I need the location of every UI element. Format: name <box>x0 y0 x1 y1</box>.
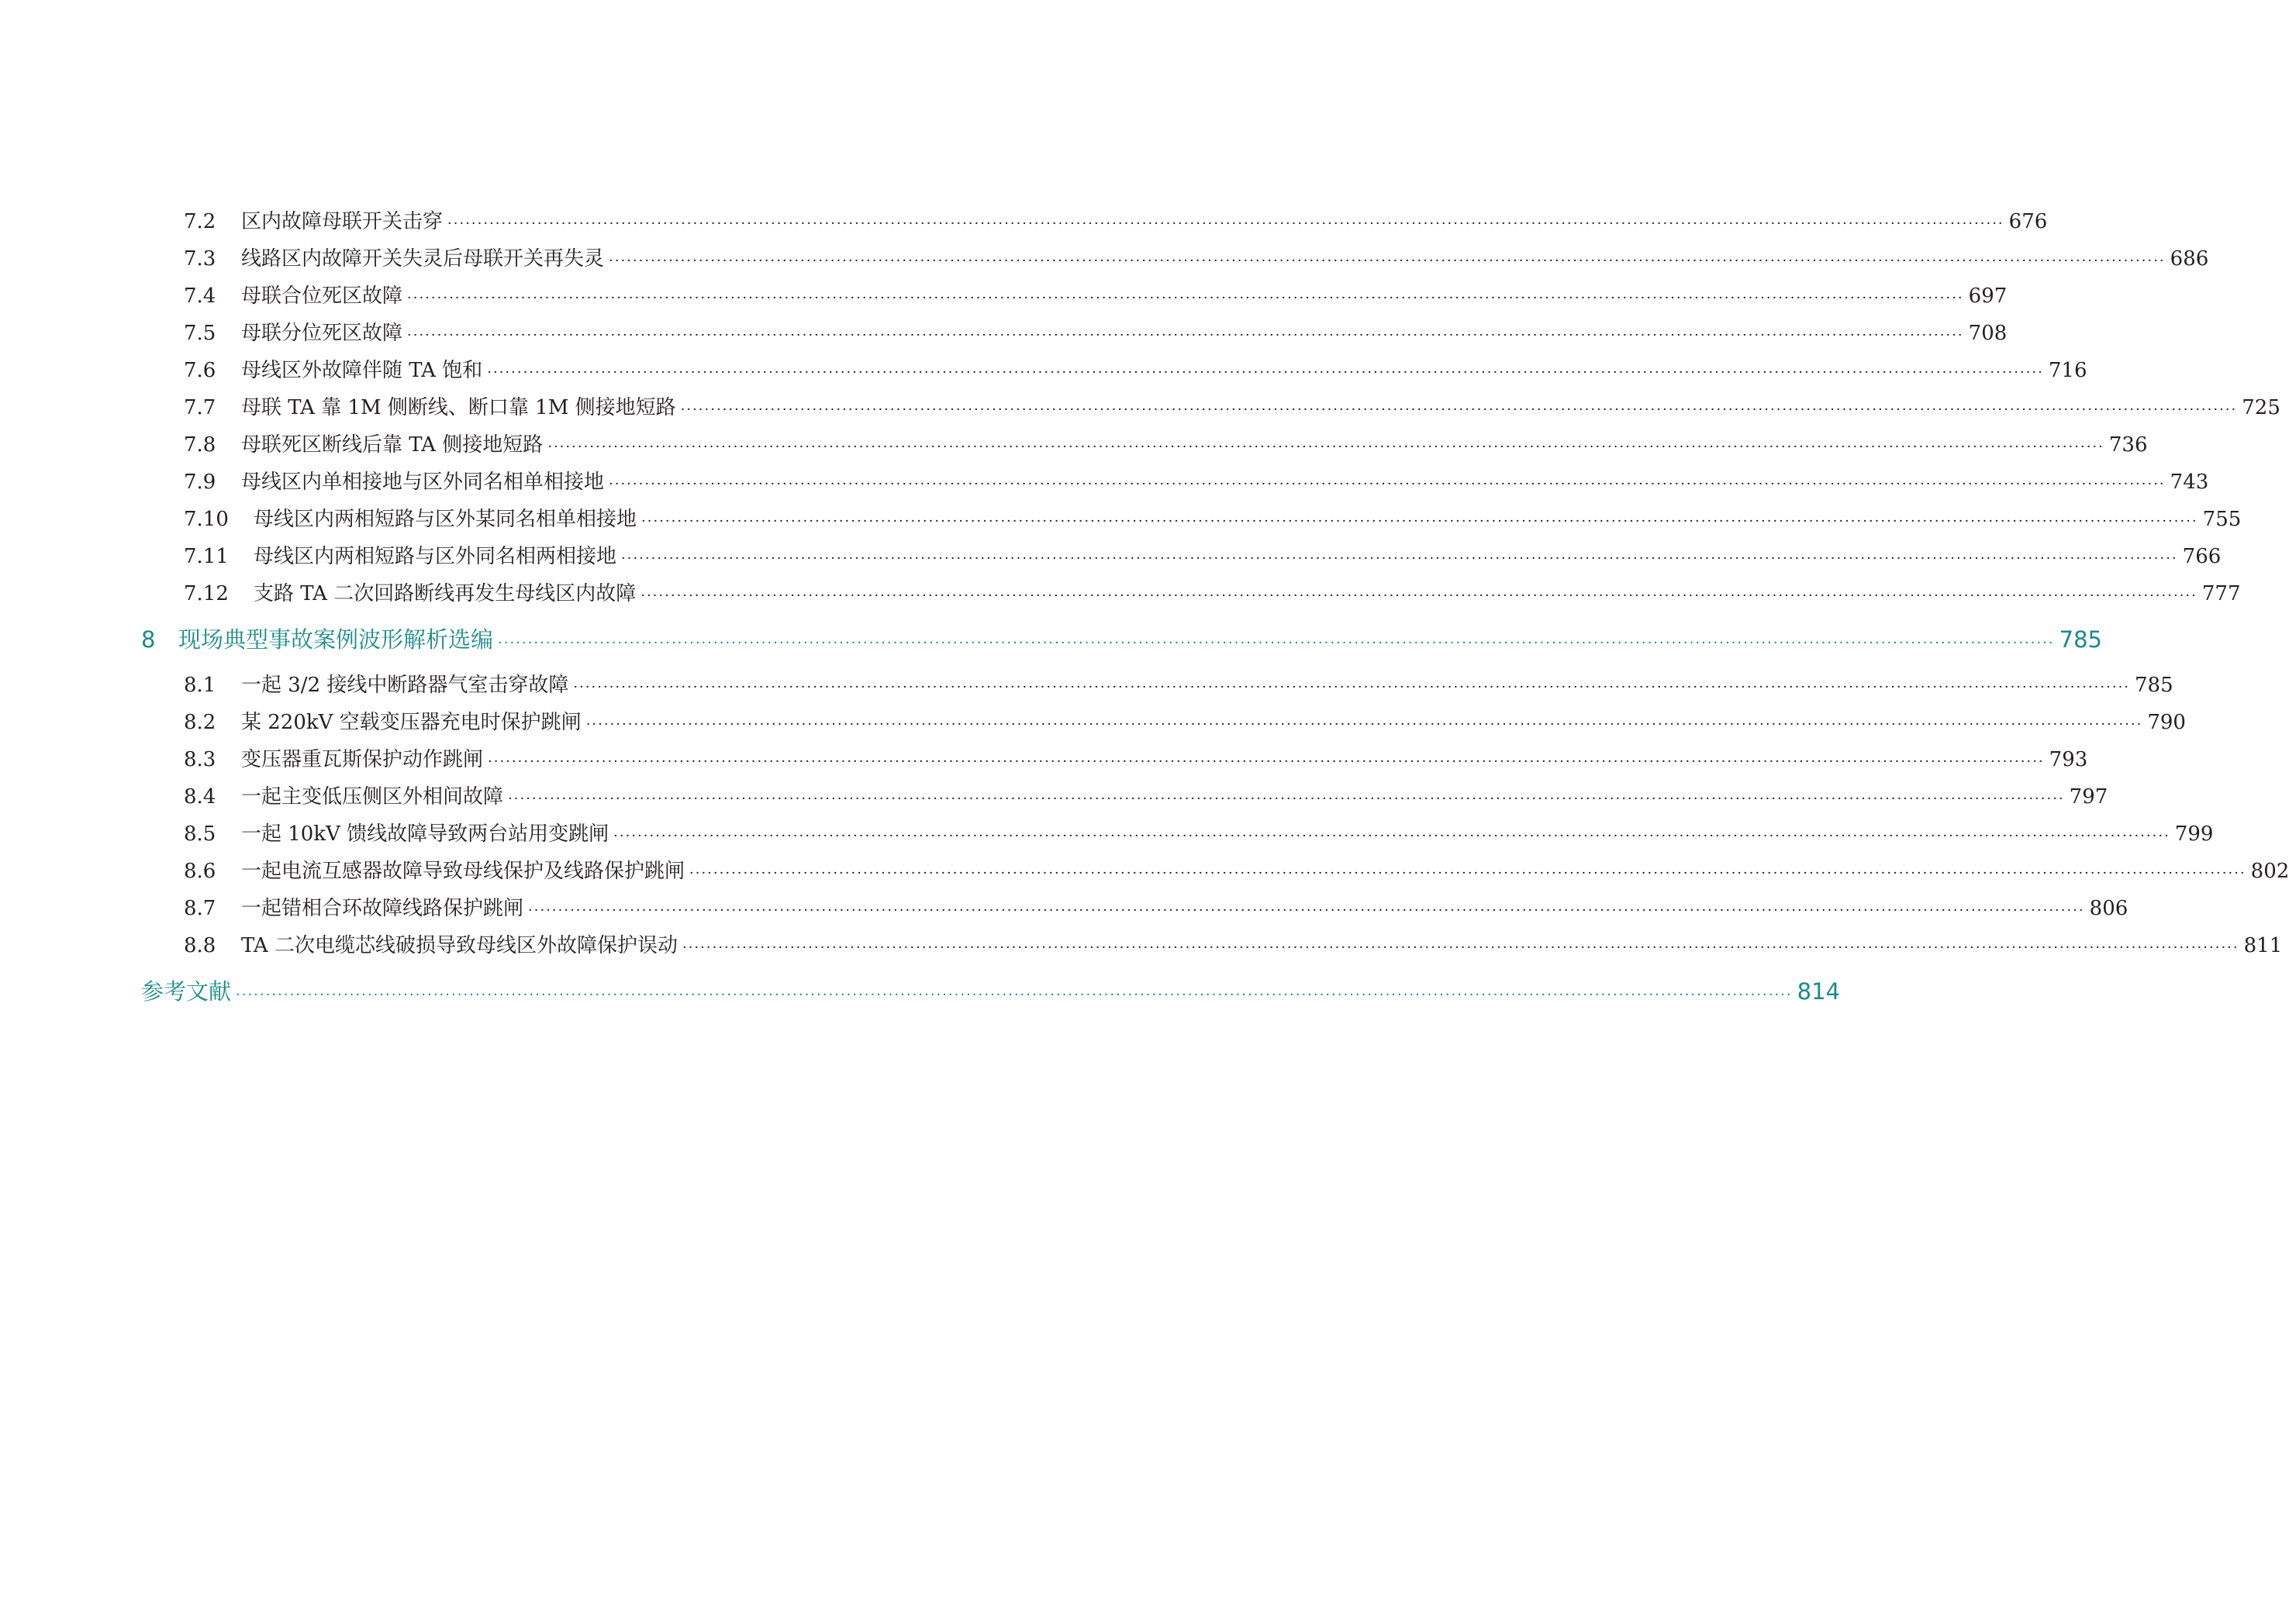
entry-title: 母联死区断线后靠 TA 侧接地短路 <box>241 433 544 457</box>
toc-section-entry <box>141 890 2128 927</box>
entry-page-number: 676 <box>2008 210 2048 233</box>
entry-number: 8.4 <box>184 785 216 809</box>
toc-section-entry <box>141 853 2289 890</box>
entry-page-number: 797 <box>2069 785 2108 809</box>
entry-number: 7.2 <box>184 210 216 233</box>
toc-section-entry <box>141 501 2242 538</box>
dot-leader: ···································································································································································································································································· <box>407 290 1964 306</box>
toc-section-entry <box>141 927 2283 964</box>
entry-number: 8.6 <box>184 860 216 883</box>
toc-section-entry <box>141 352 2087 389</box>
entry-title: 某 220kV 空载变压器充电时保护跳闸 <box>241 711 582 734</box>
entry-number: 8 <box>141 626 156 653</box>
entry-page-number: 708 <box>1968 322 2008 345</box>
entry-title: 母线区内两相短路与区外同名相两相接地 <box>254 545 617 568</box>
toc-section-entry <box>141 778 2108 815</box>
toc-chapter-entry <box>141 617 2103 662</box>
dot-leader: ···································································································································································································································································· <box>498 635 2055 651</box>
table-of-contents <box>141 203 2289 1019</box>
toc-section-entry <box>141 575 2241 612</box>
toc-section-entry <box>141 426 2148 464</box>
dot-leader: ···································································································································································································································································· <box>547 439 2104 455</box>
entry-number: 7.5 <box>184 322 216 345</box>
entry-page-number: 793 <box>2049 748 2088 771</box>
dot-leader: ···································································································································································································································································· <box>508 791 2065 807</box>
dot-leader: ···································································································································································································································································· <box>682 940 2239 956</box>
dot-leader: ···································································································································································································································································· <box>609 253 2166 269</box>
entry-page-number: 806 <box>2089 897 2128 920</box>
entry-page-number: 777 <box>2201 582 2241 605</box>
entry-page-number: 755 <box>2202 508 2242 531</box>
entry-page-number: 814 <box>1797 978 1841 1005</box>
entry-page-number: 716 <box>2048 359 2087 382</box>
entry-title: 母联合位死区故障 <box>241 284 403 308</box>
entry-page-number: 725 <box>2242 396 2280 419</box>
toc-section-entry <box>141 538 2222 575</box>
entry-title: 母线区外故障伴随 TA 饱和 <box>241 359 483 382</box>
entry-title: 母联分位死区故障 <box>241 322 403 345</box>
entry-title: TA 二次电缆芯线破损导致母线区外故障保护误动 <box>241 934 678 957</box>
dot-leader: ···································································································································································································································································· <box>640 588 2198 604</box>
toc-section-entry <box>141 704 2186 741</box>
entry-number: 8.1 <box>184 674 216 697</box>
entry-number: 7.12 <box>184 582 229 605</box>
entry-title: 一起电流互感器故障导致母线保护及线路保护跳闸 <box>241 860 685 883</box>
toc-chapter-entry <box>141 969 1841 1014</box>
entry-title: 现场典型事故案例波形解析选编 <box>178 626 494 653</box>
entry-page-number: 785 <box>2059 626 2103 653</box>
dot-leader: ···································································································································································································································································· <box>447 215 2004 232</box>
dot-leader: ···································································································································································································································································· <box>528 902 2085 919</box>
dot-leader: ···································································································································································································································································· <box>407 327 1964 343</box>
entry-title: 一起错相合环故障线路保护跳闸 <box>241 897 524 920</box>
entry-number: 8.7 <box>184 897 216 920</box>
toc-section-entry <box>141 464 2209 501</box>
entry-page-number: 799 <box>2174 822 2214 846</box>
dot-leader: ···································································································································································································································································· <box>613 828 2170 844</box>
entry-page-number: 743 <box>2170 471 2209 494</box>
dot-leader: ···································································································································································································································································· <box>487 364 2044 381</box>
entry-number: 7.10 <box>184 508 229 531</box>
entry-number: 8.3 <box>184 748 216 771</box>
toc-section-entry <box>141 240 2209 278</box>
entry-title: 一起主变低压侧区外相间故障 <box>241 785 504 809</box>
entry-number: 7.8 <box>184 433 216 457</box>
entry-number: 7.4 <box>184 284 216 308</box>
entry-title: 母线区内单相接地与区外同名相单相接地 <box>241 471 605 494</box>
toc-section-entry <box>141 815 2214 853</box>
dot-leader: ···································································································································································································································································· <box>573 679 2131 695</box>
dot-leader: ···································································································································································································································································· <box>488 753 2045 770</box>
entry-number: 8.5 <box>184 822 216 846</box>
toc-section-entry <box>141 315 2008 352</box>
entry-page-number: 802 <box>2250 860 2289 883</box>
entry-page-number: 697 <box>1968 284 2008 308</box>
entry-title: 母联 TA 靠 1M 侧断线、断口靠 1M 侧接地短路 <box>241 396 676 419</box>
entry-title: 支路 TA 二次回路断线再发生母线区内故障 <box>254 582 637 605</box>
toc-section-entry <box>141 741 2088 778</box>
dot-leader: ···································································································································································································································································· <box>609 476 2166 492</box>
entry-title: 变压器重瓦斯保护动作跳闸 <box>241 748 484 771</box>
entry-title: 一起 10kV 馈线故障导致两台站用变跳闸 <box>241 822 609 846</box>
dot-leader: ···································································································································································································································································· <box>641 513 2198 529</box>
entry-page-number: 766 <box>2182 545 2222 568</box>
dot-leader: ···································································································································································································································································· <box>680 402 2238 418</box>
entry-title: 参考文献 <box>141 978 232 1005</box>
entry-page-number: 785 <box>2135 674 2173 697</box>
entry-page-number: 811 <box>2243 934 2283 957</box>
toc-section-entry <box>141 203 2048 240</box>
entry-number: 7.9 <box>184 471 216 494</box>
toc-section-entry <box>141 667 2173 704</box>
toc-section-entry <box>141 389 2280 426</box>
entry-page-number: 790 <box>2147 711 2186 734</box>
entry-title: 线路区内故障开关失灵后母联开关再失灵 <box>241 247 605 271</box>
entry-page-number: 736 <box>2108 433 2148 457</box>
entry-number: 8.2 <box>184 711 216 734</box>
entry-number: 7.7 <box>184 396 216 419</box>
entry-number: 7.3 <box>184 247 216 271</box>
dot-leader: ···································································································································································································································································· <box>236 987 1793 1003</box>
dot-leader: ···································································································································································································································································· <box>689 865 2246 881</box>
entry-title: 区内故障母联开关击穿 <box>241 210 444 233</box>
entry-number: 7.11 <box>184 545 229 568</box>
dot-leader: ···································································································································································································································································· <box>621 550 2178 567</box>
entry-title: 一起 3/2 接线中断路器气室击穿故障 <box>241 674 569 697</box>
entry-number: 8.8 <box>184 934 216 957</box>
toc-section-entry <box>141 278 2008 315</box>
entry-number: 7.6 <box>184 359 216 382</box>
entry-page-number: 686 <box>2170 247 2209 271</box>
entry-title: 母线区内两相短路与区外某同名相单相接地 <box>254 508 637 531</box>
dot-leader: ···································································································································································································································································· <box>585 716 2143 733</box>
